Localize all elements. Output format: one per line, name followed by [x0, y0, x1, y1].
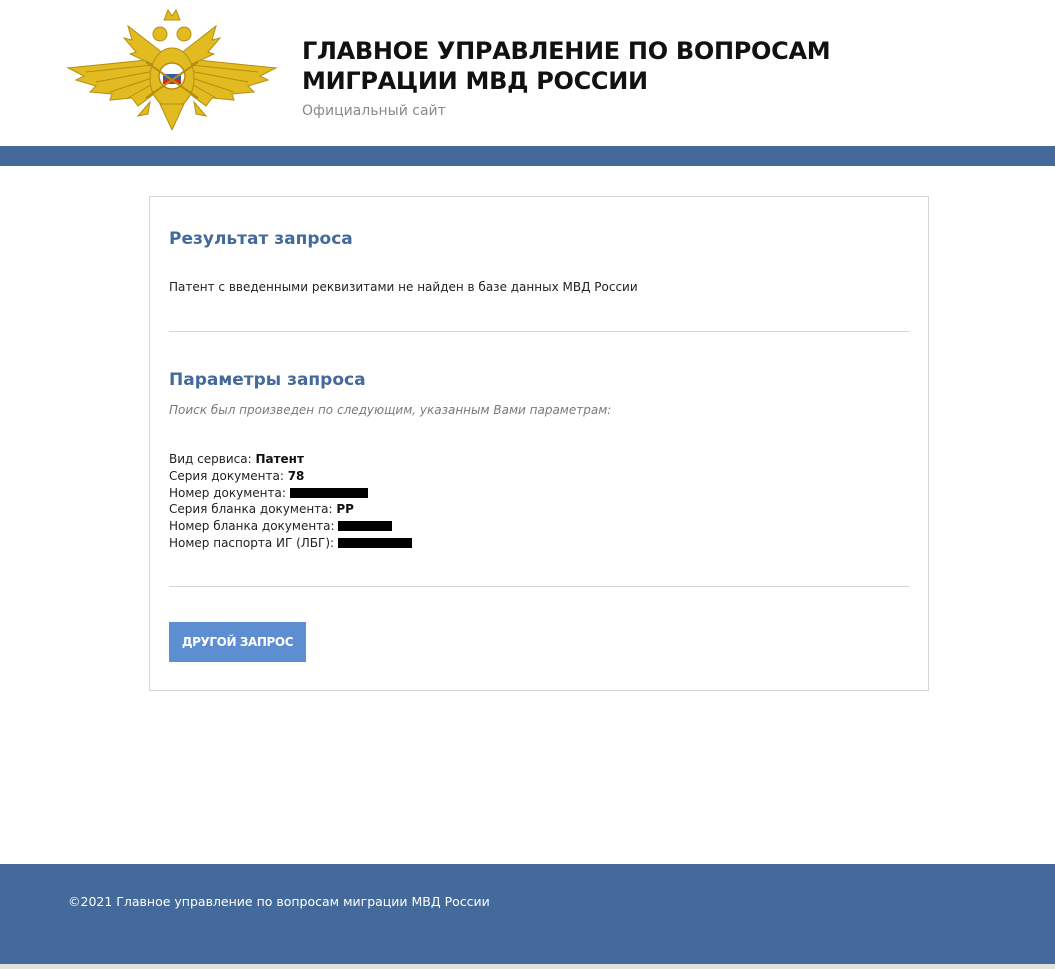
param-passport-number	[169, 535, 412, 552]
param-form-series	[169, 501, 412, 518]
redacted-value	[290, 488, 368, 498]
param-label: Номер бланка документа:	[169, 519, 335, 534]
site-title	[302, 36, 862, 96]
param-document-series	[169, 468, 412, 485]
param-label: Вид сервиса:	[169, 452, 252, 466]
params-heading: Параметры запроса	[169, 370, 366, 390]
header-accent-bar	[0, 146, 1055, 166]
result-message: Патент с введенными реквизитами не найден в базе данных МВД России	[169, 280, 638, 294]
site-header	[0, 0, 1055, 146]
param-label: Номер паспорта ИГ (ЛБГ):	[169, 535, 335, 550]
param-form-number	[169, 518, 412, 535]
other-request-button[interactable]: ДРУГОЙ ЗАПРОС	[169, 622, 306, 662]
footer-copyright: ©2021 Главное управление по вопросам миграции МВД России	[68, 894, 490, 909]
param-document-number	[169, 485, 412, 502]
site-title-line-2: МИГРАЦИИ МВД РОССИИ	[302, 67, 648, 95]
site-subtitle: Официальный сайт	[302, 103, 446, 119]
site-footer	[0, 864, 1055, 964]
param-value: РР	[336, 502, 354, 517]
redacted-value	[338, 521, 392, 531]
result-heading: Результат запроса	[169, 229, 353, 249]
params-list	[169, 451, 412, 552]
params-note: Поиск был произведен по следующим, указанным Вами параметрам:	[169, 403, 612, 417]
redacted-value	[338, 538, 412, 548]
divider	[169, 586, 909, 587]
divider	[169, 331, 909, 332]
site-title-line-1: ГЛАВНОЕ УПРАВЛЕНИЕ ПО ВОПРОСАМ	[302, 37, 831, 65]
param-label: Номер документа:	[169, 485, 286, 500]
param-label: Серия документа:	[169, 468, 284, 483]
param-value: 78	[287, 468, 305, 483]
param-value: Патент	[255, 452, 304, 466]
param-service-type	[169, 451, 412, 468]
mvd-emblem-icon	[66, 6, 278, 130]
footer-bottom-strip	[0, 964, 1055, 969]
request-result-card	[149, 196, 929, 691]
param-label: Серия бланка документа:	[169, 502, 333, 517]
